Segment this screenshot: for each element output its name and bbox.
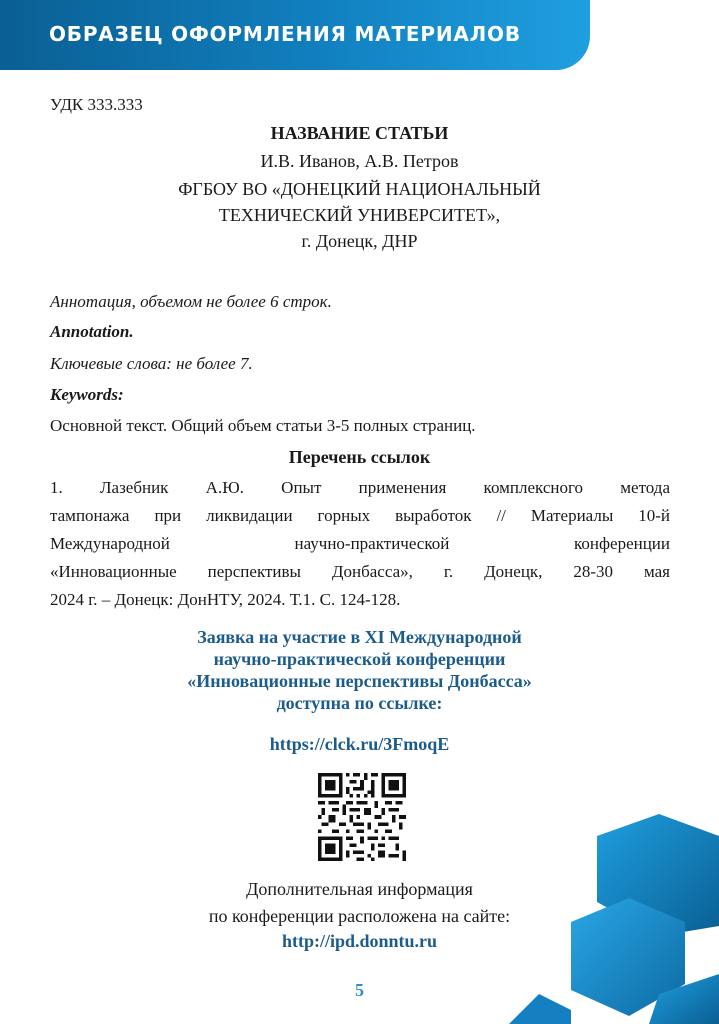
affiliation-line-2: ТЕХНИЧЕСКИЙ УНИВЕРСИТЕТ»,	[218, 205, 501, 225]
article-title: НАЗВАНИЕ СТАТЬИ	[270, 123, 449, 143]
reference-item	[50, 474, 670, 614]
reference-line-1: 1. Лазебник А.Ю. Опыт применения комплексного метода	[50, 478, 670, 497]
application-link[interactable]: https://clck.ru/3FmoqE	[269, 734, 450, 754]
application-line-1: Заявка на участие в XI Международной	[197, 627, 522, 647]
reference-line-2: тампонажа при ликвидации горных выработок // Материалы 10-й	[50, 506, 670, 525]
main-text: Основной текст. Общий объем статьи 3-5 полных страниц.	[50, 416, 476, 435]
application-line-4: доступна по ссылке:	[276, 693, 443, 713]
qr-code[interactable]	[318, 773, 406, 861]
article-authors: И.В. Иванов, А.В. Петров	[260, 151, 459, 171]
keywords-en: Keywords:	[50, 385, 124, 404]
decorative-hexagons	[509, 814, 719, 1024]
header-band	[0, 0, 590, 70]
application-notice	[0, 626, 719, 714]
reference-line-5: 2024 г. – Донецк: ДонНТУ, 2024. Т.1. С. 124-128.	[50, 590, 401, 609]
udk-code: УДК 333.333	[50, 95, 143, 114]
references-heading: Перечень ссылок	[288, 447, 431, 467]
keywords-ru: Ключевые слова: не более 7.	[50, 354, 253, 373]
article-affiliation	[0, 176, 719, 228]
more-info-line-2: по конференции расположена на сайте:	[208, 906, 511, 926]
website-link[interactable]: http://ipd.donntu.ru	[281, 931, 438, 951]
more-info-line-1: Дополнительная информация	[246, 879, 473, 899]
page-number: 5	[355, 980, 364, 1000]
application-line-3: «Инновационные перспективы Донбасса»	[187, 671, 532, 691]
annotation-en: Annotation.	[50, 322, 134, 341]
affiliation-line-1: ФГБОУ ВО «ДОНЕЦКИЙ НАЦИОНАЛЬНЫЙ	[178, 179, 541, 199]
application-line-2: научно-практической конференции	[213, 649, 506, 669]
header-title: ОБРАЗЕЦ ОФОРМЛЕНИЯ МАТЕРИАЛОВ	[49, 22, 521, 46]
article-city: г. Донецк, ДНР	[301, 231, 418, 251]
annotation-ru: Аннотация, объемом не более 6 строк.	[50, 292, 332, 311]
reference-line-4: «Инновационные перспективы Донбасса», г. Донецк, 28-30 мая	[50, 562, 670, 581]
reference-line-3: Международной научно-практической конференции	[50, 534, 670, 553]
